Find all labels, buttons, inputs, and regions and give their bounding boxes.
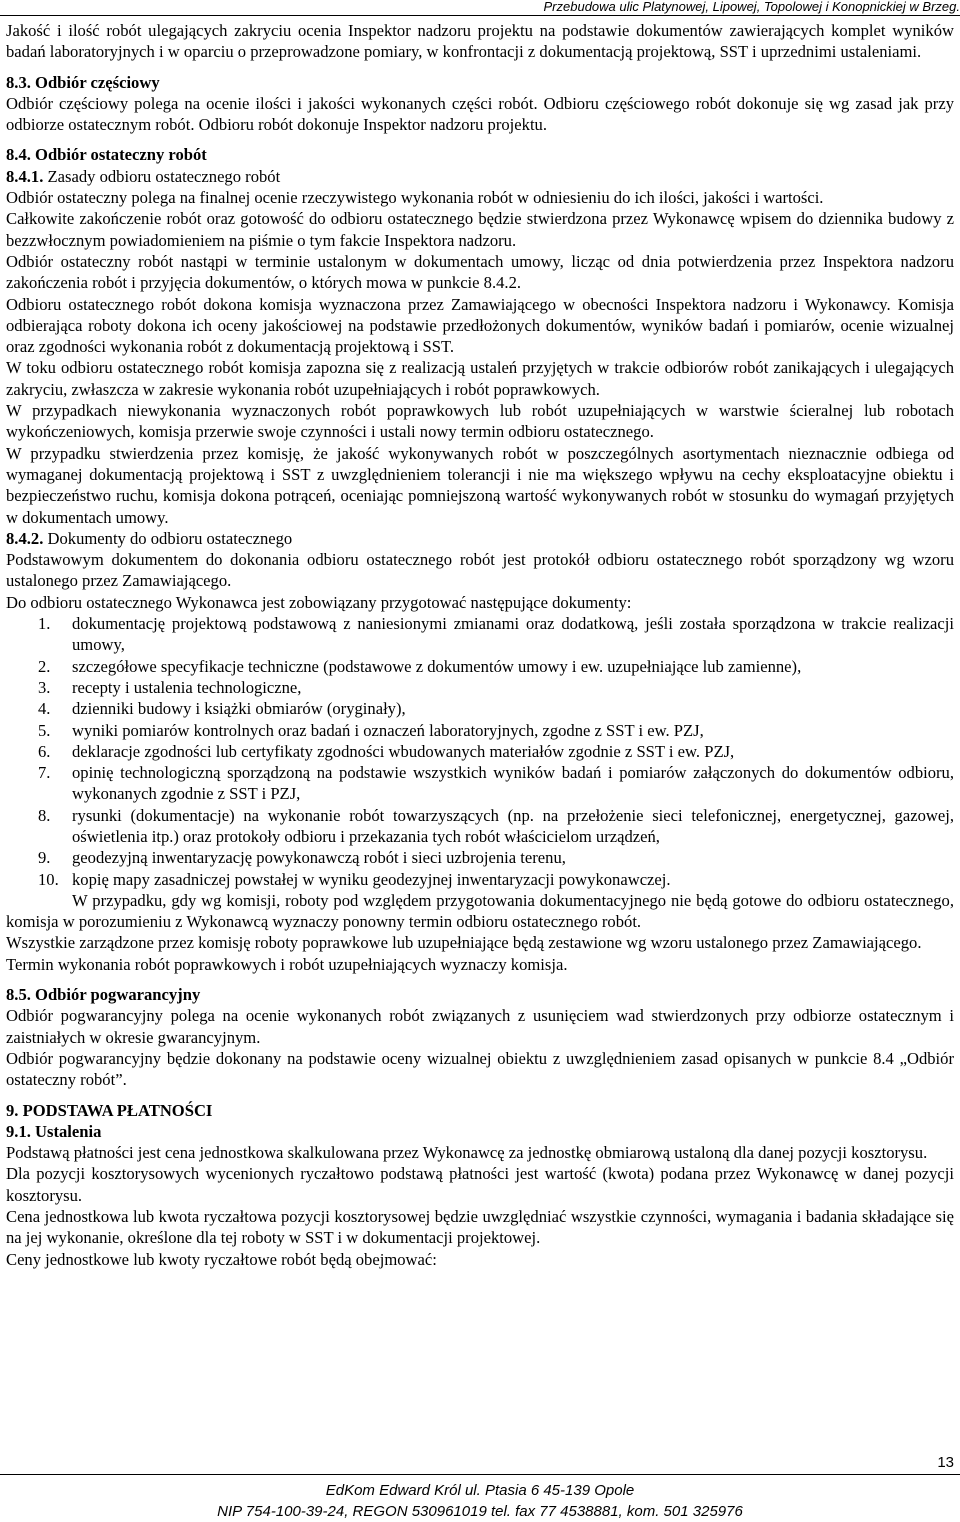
section-title: Odbiór częściowy xyxy=(35,72,160,92)
list-number: 7. xyxy=(38,763,51,783)
paragraph: Podstawowym dokumentem do dokonania odbioru ostatecznego robót jest protokół odbioru ostatecznego robót sporządzony wg wzoru ustalonego przez Zamawiającego. xyxy=(6,550,954,591)
section-title: Odbiór ostateczny robót xyxy=(35,145,207,165)
list-number: 9. xyxy=(38,848,51,868)
section-heading-8-5 xyxy=(6,984,954,1005)
subsection-number: 8.4.2. xyxy=(6,528,44,548)
header-rule xyxy=(0,15,960,16)
paragraph: Ceny jednostkowe lub kwoty ryczałtowe robót będą obejmować: xyxy=(6,1249,437,1269)
list-text: opinię technologiczną sporządzoną na podstawie wszystkich wyników badań i pomiarów załączonych do dokumentów odbioru, wykonanych zgodnie z SST i PZJ, xyxy=(72,763,954,804)
list-item xyxy=(6,656,954,677)
list-item xyxy=(6,720,954,741)
list-item xyxy=(6,869,954,890)
list-text: geodezyjną inwentaryzację powykonawczą robót i sieci uzbrojenia terenu, xyxy=(72,848,566,868)
list-number: 2. xyxy=(38,656,51,676)
paragraph: Termin wykonania robót poprawkowych i robót uzupełniających wyznaczy komisja. xyxy=(6,954,568,974)
paragraph: Odbiór częściowy polega na ocenie ilości i jakości wykonanych części robót. Odbioru częściowego robót dokonuje się wg zasad jak przy odbiorze ostatecznym robót. Odbioru robót dokonuje Inspektor nadzoru projektu. xyxy=(6,93,954,135)
section-title: Odbiór pogwarancyjny xyxy=(35,985,201,1005)
footer-company-ids: NIP 754-100-39-24, REGON 530961019 tel. fax 77 4538881, kom. 501 325976 xyxy=(217,1503,743,1520)
list-text: dzienniki budowy i książki obmiarów (oryginały), xyxy=(72,699,406,719)
list-number: 4. xyxy=(38,699,51,719)
subsection-heading-8-4-1 xyxy=(6,166,954,187)
list-item xyxy=(6,762,954,805)
section-number: 8.4. xyxy=(6,145,31,165)
list-item xyxy=(6,741,954,762)
paragraph: Odbiór pogwarancyjny polega na ocenie wykonanych robót związanych z usunięciem wad stwierdzonych przy odbiorze ostatecznym i zaistniałych w okresie gwarancyjnym. xyxy=(6,1006,954,1047)
paragraph: Dla pozycji kosztorysowych wycenionych ryczałtowo podstawą płatności jest wartość (kwota) podana przez Wykonawcę w danej pozycji kosztorysu. xyxy=(6,1164,954,1205)
paragraph: Cena jednostkowa lub kwota ryczałtowa pozycji kosztorysowej będzie uwzględniać wszystkie czynności, wymagania i badania składające się na jej wykonanie, określone dla tej roboty w SST i w dokumentacji projektowej. xyxy=(6,1207,954,1248)
list-number: 10. xyxy=(38,869,59,889)
list-text: kopię mapy zasadniczej powstałej w wyniku geodezyjnej inwentaryzacji powykonawczej. xyxy=(72,869,671,889)
list-text: recepty i ustalenia technologiczne, xyxy=(72,677,302,697)
running-header: Przebudowa ulic Platynowej, Lipowej, Topolowej i Konopnickiej w Brzeg. xyxy=(543,0,960,14)
documents-list xyxy=(6,613,954,890)
subsection-title: Zasady odbioru ostatecznego robót xyxy=(47,166,281,186)
section-heading-8-3 xyxy=(6,72,954,93)
running-footer xyxy=(0,1480,960,1522)
paragraph: W przypadku stwierdzenia przez komisję, że jakość wykonywanych robót w poszczególnych asortymentach nieznacznie odbiega od wymaganej dokumentacją projektową i SST z uwzględnieniem tolerancji i nie ma większego wpływu na cechy eksploatacyjne obiektu i bezpieczeństwo ruchu, komisja dokona potrąceń, oceniając pomniejszoną wartość wykonywanych robót w stosunku do wymagań przyjętych w dokumentach umowy. xyxy=(6,443,954,527)
list-number: 5. xyxy=(38,720,51,740)
chapter-heading-9: 9. PODSTAWA PŁATNOŚCI xyxy=(6,1100,213,1120)
paragraph: W przypadku, gdy wg komisji, roboty pod względem przygotowania dokumentacyjnego nie będą gotowe do odbioru ostatecznego, komisja w porozumieniu z Wykonawcą wyznaczy ponowny termin odbioru ostatecznego robót. xyxy=(6,890,954,932)
paragraph: W toku odbioru ostatecznego robót komisja zapozna się z realizacją ustaleń przyjętych w trakcie odbiorów robót zanikających i ulegających zakryciu, zwłaszcza w zakresie wykonania robót uzupełniających i robót poprawkowych. xyxy=(6,358,954,399)
footer-address: EdKom Edward Król ul. Ptasia 6 45-139 Opole xyxy=(325,1482,635,1499)
page-number: 13 xyxy=(937,1454,954,1471)
subsection-heading-8-4-2 xyxy=(6,528,954,549)
paragraph: Do odbioru ostatecznego Wykonawca jest zobowiązany przygotować następujące dokumenty: xyxy=(6,592,632,612)
list-number: 8. xyxy=(38,805,51,825)
paragraph: Odbiór ostateczny polega na finalnej ocenie rzeczywistego wykonania robót w odniesieniu do ich ilości, jakości i wartości. xyxy=(6,188,824,208)
section-heading-9-1: 9.1. Ustalenia xyxy=(6,1121,102,1141)
paragraph: W przypadkach niewykonania wyznaczonych robót poprawkowych lub robót uzupełniających w warstwie ścieralnej lub robotach wykończeniowych, komisja przerwie swoje czynności i ustali nowy termin odbioru ostatecznego. xyxy=(6,401,954,442)
list-text: szczegółowe specyfikacje techniczne (podstawowe z dokumentów umowy i ew. uzupełniające lub zamienne), xyxy=(72,656,802,676)
list-item xyxy=(6,613,954,656)
paragraph: Odbioru ostatecznego robót dokona komisja wyznaczona przez Zamawiającego w obecności Inspektora nadzoru i Wykonawcy. Komisja odbierająca roboty dokona ich oceny jakościowej na podstawie przedłożonych dokumentów, wyników badań i pomiarów, ocenie wizualnej oraz zgodności wykonania robót z dokumentacją projektową i SST. xyxy=(6,294,954,357)
section-number: 8.5. xyxy=(6,985,31,1005)
list-number: 1. xyxy=(38,614,51,634)
paragraph: Odbiór ostateczny robót nastąpi w terminie ustalonym w dokumentach umowy, licząc od dnia potwierdzenia przez Inspektora nadzoru zakończenia robót i przyjęcia dokumentów, o których mowa w punkcie 8.4.2. xyxy=(6,251,954,293)
subsection-title: Dokumenty do odbioru ostatecznego xyxy=(47,528,293,548)
list-text: dokumentację projektową podstawową z naniesionymi zmianami oraz dodatkową, jeśli została sporządzona w trakcie realizacji umowy, xyxy=(72,614,954,655)
list-item xyxy=(6,677,954,698)
document-body xyxy=(6,20,954,1270)
paragraph: Odbiór pogwarancyjny będzie dokonany na podstawie oceny wizualnej obiektu z uwzględnieniem zasad opisanych w punkcie 8.4 „Odbiór ostateczny robót”. xyxy=(6,1048,954,1090)
section-number: 8.3. xyxy=(6,72,31,92)
list-item xyxy=(6,698,954,719)
paragraph: Wszystkie zarządzone przez komisję roboty poprawkowe lub uzupełniające będą zestawione wg wzoru ustalonego przez Zamawiającego. xyxy=(6,933,922,953)
intro-paragraph: Jakość i ilość robót ulegających zakryciu ocenia Inspektor nadzoru projektu na podstawie dokumentów zawierających komplet wyników badań laboratoryjnych i w oparciu o przeprowadzone pomiary, w konfrontacji z dokumentacją projektową, SST i uprzednimi ustaleniami. xyxy=(6,21,954,62)
list-number: 6. xyxy=(38,741,51,761)
list-text: wyniki pomiarów kontrolnych oraz badań i oznaczeń laboratoryjnych, zgodne z SST i ew. PZJ, xyxy=(72,720,704,740)
list-item xyxy=(6,847,954,868)
paragraph: Całkowite zakończenie robót oraz gotowość do odbioru ostatecznego będzie stwierdzona przez Wykonawcę wpisem do dziennika budowy z bezzwłocznym powiadomieniem na piśmie o tym fakcie Inspektora nadzoru. xyxy=(6,209,954,250)
list-text: deklaracje zgodności lub certyfikaty zgodności wbudowanych materiałów zgodnie z SST i ew. PZJ, xyxy=(72,741,735,761)
paragraph: Podstawą płatności jest cena jednostkowa skalkulowana przez Wykonawcę za jednostkę obmiarową ustaloną dla danej pozycji kosztorysu. xyxy=(6,1143,928,1163)
subsection-number: 8.4.1. xyxy=(6,166,44,186)
list-text: rysunki (dokumentacje) na wykonanie robót towarzyszących (np. na przełożenie sieci telefonicznej, energetycznej, gazowej, oświetlenia itp.) oraz protokoły odbioru i przekazania tych robót właścicielom urządzeń, xyxy=(72,805,954,846)
section-heading-8-4 xyxy=(6,144,954,165)
footer-rule xyxy=(0,1474,960,1475)
list-item xyxy=(6,805,954,848)
list-number: 3. xyxy=(38,677,51,697)
